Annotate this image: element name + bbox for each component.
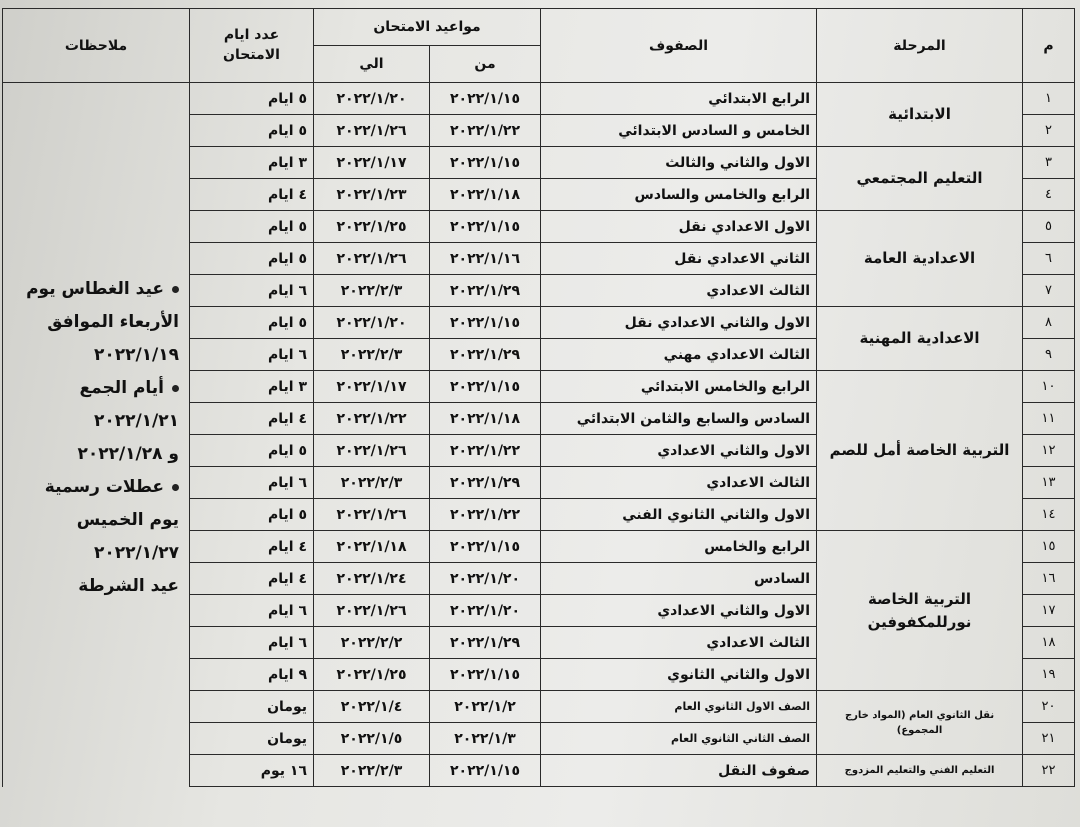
date-to: ٢٠٢٢/١/٢٣ (314, 179, 430, 211)
grade-cell: الاول الاعدادي نقل (541, 211, 817, 243)
days-cell: يومان (190, 691, 314, 723)
date-from: ٢٠٢٢/١/١٥ (430, 147, 541, 179)
row-number: ٢ (1023, 115, 1075, 147)
note-line: عطلات رسمية (9, 471, 179, 504)
notes-cell (3, 83, 190, 787)
grade-cell: الاول والثاني الاعدادي نقل (541, 307, 817, 339)
row-number: ٢١ (1023, 723, 1075, 755)
date-from: ٢٠٢٢/١/١٨ (430, 179, 541, 211)
note-line: أيام الجمع (9, 372, 179, 405)
days-cell: ٦ ايام (190, 627, 314, 659)
stage-cell: التعليم الفني والتعليم المزدوج (817, 755, 1023, 787)
row-number: ١٩ (1023, 659, 1075, 691)
row-number: ٢٢ (1023, 755, 1075, 787)
row-number: ٩ (1023, 339, 1075, 371)
row-number: ١٤ (1023, 499, 1075, 531)
date-to: ٢٠٢٢/١/٢٦ (314, 499, 430, 531)
grade-cell: الرابع والخامس الابتدائي (541, 371, 817, 403)
date-to: ٢٠٢٢/١/٢٠ (314, 307, 430, 339)
date-from: ٢٠٢٢/١/٢٢ (430, 115, 541, 147)
header-from: من (430, 46, 541, 83)
grade-cell: الرابع والخامس (541, 531, 817, 563)
days-cell: ٩ ايام (190, 659, 314, 691)
date-to: ٢٠٢٢/٢/٢ (314, 627, 430, 659)
date-from: ٢٠٢٢/١/١٥ (430, 83, 541, 115)
note-line: يوم الخميس (76, 510, 179, 530)
date-from: ٢٠٢٢/١/٢٠ (430, 595, 541, 627)
date-from: ٢٠٢٢/١/١٥ (430, 755, 541, 787)
date-to: ٢٠٢٢/١/٢٠ (314, 83, 430, 115)
date-from: ٢٠٢٢/١/٢٩ (430, 627, 541, 659)
days-cell: ٦ ايام (190, 595, 314, 627)
header-notes: ملاحظات (3, 9, 190, 83)
header-row (3, 9, 1075, 46)
grade-cell: الثالث الاعدادي مهني (541, 339, 817, 371)
date-to: ٢٠٢٢/١/١٨ (314, 531, 430, 563)
header-grades: الصفوف (541, 9, 817, 83)
days-cell: ٥ ايام (190, 307, 314, 339)
date-to: ٢٠٢٢/٢/٣ (314, 339, 430, 371)
row-number: ٣ (1023, 147, 1075, 179)
days-cell: ٦ ايام (190, 339, 314, 371)
grade-cell: الخامس و السادس الابتدائي (541, 115, 817, 147)
date-to: ٢٠٢٢/٢/٣ (314, 755, 430, 787)
row-number: ١٥ (1023, 531, 1075, 563)
row-number: ١٦ (1023, 563, 1075, 595)
date-to: ٢٠٢٢/١/٢٦ (314, 595, 430, 627)
grade-cell: الثاني الاعدادي نقل (541, 243, 817, 275)
date-to: ٢٠٢٢/١/١٧ (314, 147, 430, 179)
note-line: الأربعاء الموافق (47, 312, 179, 332)
date-to: ٢٠٢٢/٢/٣ (314, 467, 430, 499)
days-cell: ٥ ايام (190, 211, 314, 243)
stage-cell: نقل الثانوي العام (المواد خارج المجموع) (817, 691, 1023, 755)
row-number: ١٢ (1023, 435, 1075, 467)
date-to: ٢٠٢٢/١/٢٥ (314, 659, 430, 691)
grade-cell: الرابع الابتدائي (541, 83, 817, 115)
note-line: و ٢٠٢٢/١/٢٨ (77, 444, 179, 464)
date-from: ٢٠٢٢/١/١٥ (430, 531, 541, 563)
grade-cell: الاول والثاني الاعدادي (541, 595, 817, 627)
grade-cell: الصف الثاني الثانوي العام (541, 723, 817, 755)
days-cell: ٦ ايام (190, 275, 314, 307)
date-to: ٢٠٢٢/١/٢٤ (314, 563, 430, 595)
stage-cell: الاعدادية المهنية (817, 307, 1023, 371)
row-number: ١٣ (1023, 467, 1075, 499)
date-to: ٢٠٢٢/١/٢٦ (314, 243, 430, 275)
days-cell: يومان (190, 723, 314, 755)
date-to: ٢٠٢٢/١/٢٦ (314, 435, 430, 467)
days-cell: ٤ ايام (190, 563, 314, 595)
grade-cell: صفوف النقل (541, 755, 817, 787)
date-from: ٢٠٢٢/١/١٥ (430, 659, 541, 691)
stage-cell (817, 531, 1023, 691)
grade-cell: الثالث الاعدادي (541, 627, 817, 659)
grade-cell: الاول والثاني الاعدادي (541, 435, 817, 467)
days-cell: ٥ ايام (190, 499, 314, 531)
stage-cell: التربية الخاصة أمل للصم (817, 371, 1023, 531)
grade-cell: الثالث الاعدادي (541, 275, 817, 307)
header-days: عدد ايام الامتحان (190, 9, 314, 83)
bullet-icon (172, 484, 179, 491)
note-line: عيد الشرطة (78, 576, 179, 596)
date-from: ٢٠٢٢/١/٢٩ (430, 275, 541, 307)
stage-cell: الاعدادية العامة (817, 211, 1023, 307)
header-stage: المرحلة (817, 9, 1023, 83)
date-from: ٢٠٢٢/١/١٥ (430, 371, 541, 403)
row-number: ١٧ (1023, 595, 1075, 627)
days-cell: ٣ ايام (190, 371, 314, 403)
date-from: ٢٠٢٢/١/١٨ (430, 403, 541, 435)
stage-line: نورللمكفوفين (867, 612, 972, 631)
date-to: ٢٠٢٢/٢/٣ (314, 275, 430, 307)
grade-cell: الاول والثاني الثانوي (541, 659, 817, 691)
exam-schedule-table (2, 8, 1075, 787)
grade-cell: الاول والثاني الثانوي الفني (541, 499, 817, 531)
header-exam-dates: مواعيد الامتحان (314, 9, 541, 46)
grade-cell: الرابع والخامس والسادس (541, 179, 817, 211)
row-number: ١ (1023, 83, 1075, 115)
row-number: ١١ (1023, 403, 1075, 435)
days-cell: ١٦ يوم (190, 755, 314, 787)
date-from: ٢٠٢٢/١/٢٢ (430, 499, 541, 531)
date-to: ٢٠٢٢/١/٢٦ (314, 115, 430, 147)
date-from: ٢٠٢٢/١/٣ (430, 723, 541, 755)
days-cell: ٥ ايام (190, 83, 314, 115)
note-line: ٢٠٢٢/١/٢٧ (93, 543, 179, 563)
days-cell: ٥ ايام (190, 435, 314, 467)
days-cell: ٥ ايام (190, 243, 314, 275)
stage-cell: التعليم المجتمعي (817, 147, 1023, 211)
days-cell: ٣ ايام (190, 147, 314, 179)
date-to: ٢٠٢٢/١/١٧ (314, 371, 430, 403)
date-from: ٢٠٢٢/١/٢٩ (430, 467, 541, 499)
row-number: ٦ (1023, 243, 1075, 275)
row-number: ٥ (1023, 211, 1075, 243)
date-from: ٢٠٢٢/١/١٥ (430, 211, 541, 243)
grade-cell: السادس (541, 563, 817, 595)
table-row (3, 83, 1075, 115)
grade-cell: السادس والسابع والثامن الابتدائي (541, 403, 817, 435)
row-number: ٧ (1023, 275, 1075, 307)
date-from: ٢٠٢٢/١/٢٩ (430, 339, 541, 371)
bullet-icon (172, 286, 179, 293)
note-line: ٢٠٢٢/١/٢١ (93, 411, 179, 431)
date-to: ٢٠٢٢/١/٥ (314, 723, 430, 755)
date-from: ٢٠٢٢/١/١٦ (430, 243, 541, 275)
grade-cell: الثالث الاعدادي (541, 467, 817, 499)
header-to: الي (314, 46, 430, 83)
days-cell: ٤ ايام (190, 403, 314, 435)
grade-cell: الاول والثاني والثالث (541, 147, 817, 179)
stage-line: التربية الخاصة (867, 590, 972, 608)
date-to: ٢٠٢٢/١/٢٥ (314, 211, 430, 243)
row-number: ٤ (1023, 179, 1075, 211)
header-num: م (1023, 9, 1075, 83)
row-number: ٢٠ (1023, 691, 1075, 723)
date-to: ٢٠٢٢/١/٢٢ (314, 403, 430, 435)
date-from: ٢٠٢٢/١/٢٢ (430, 435, 541, 467)
bullet-icon (172, 385, 179, 392)
date-from: ٢٠٢٢/١/٢٠ (430, 563, 541, 595)
grade-cell: الصف الاول الثانوي العام (541, 691, 817, 723)
note-line: ٢٠٢٢/١/١٩ (93, 345, 179, 365)
row-number: ١٠ (1023, 371, 1075, 403)
row-number: ١٨ (1023, 627, 1075, 659)
date-to: ٢٠٢٢/١/٤ (314, 691, 430, 723)
days-cell: ٥ ايام (190, 115, 314, 147)
date-from: ٢٠٢٢/١/١٥ (430, 307, 541, 339)
days-cell: ٤ ايام (190, 179, 314, 211)
date-from: ٢٠٢٢/١/٢ (430, 691, 541, 723)
row-number: ٨ (1023, 307, 1075, 339)
days-cell: ٤ ايام (190, 531, 314, 563)
note-line: عيد الغطاس يوم (9, 273, 179, 306)
stage-cell: الابتدائية (817, 83, 1023, 147)
days-cell: ٦ ايام (190, 467, 314, 499)
